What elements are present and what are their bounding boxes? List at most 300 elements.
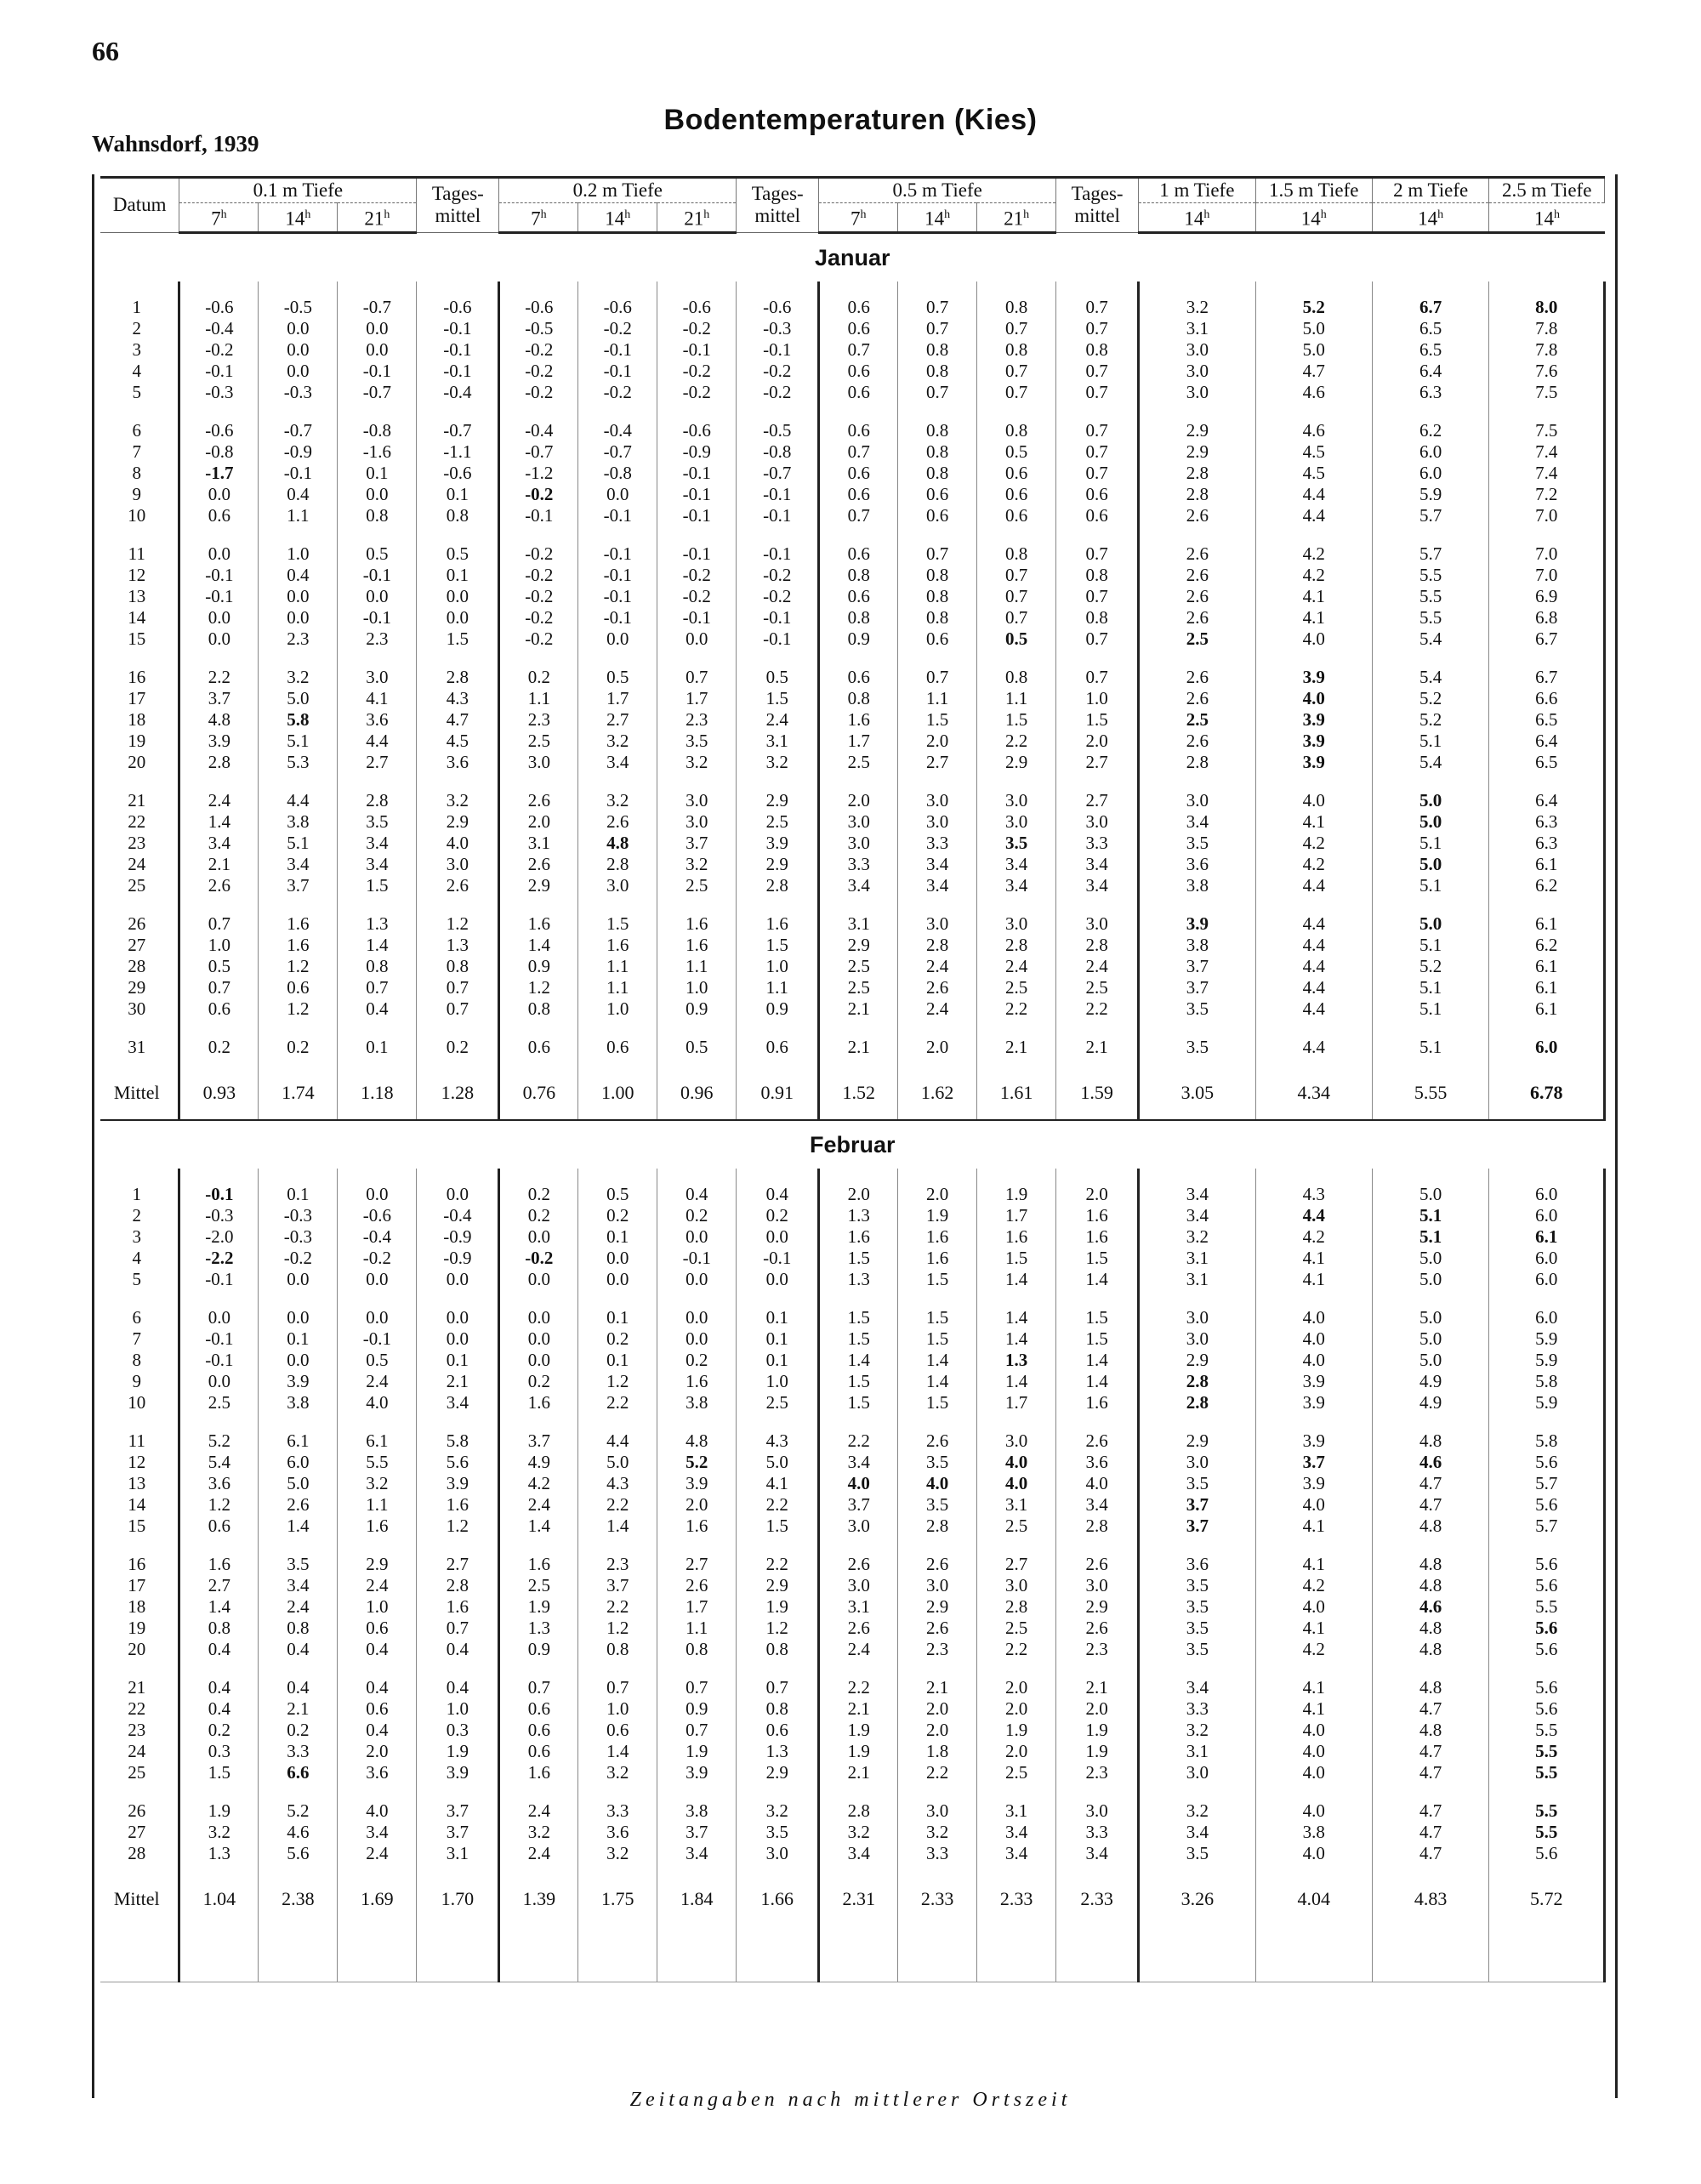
value-cell: 1.6 [819, 1226, 898, 1248]
value-cell: 0.7 [1056, 667, 1139, 688]
value-cell: 5.5 [1372, 565, 1488, 586]
hour-value: 7 [850, 208, 861, 230]
value-cell: 2.3 [499, 709, 578, 731]
value-cell: 3.9 [657, 1473, 737, 1494]
spacer-cell [259, 1020, 338, 1037]
value-cell: 3.5 [1139, 1639, 1255, 1660]
spacer-cell [179, 1917, 259, 1949]
spacer-cell [338, 773, 417, 790]
spacer-cell [179, 1864, 259, 1881]
value-cell: 0.7 [657, 667, 737, 688]
value-cell: 0.4 [338, 1639, 417, 1660]
value-cell: 3.5 [1139, 1596, 1255, 1618]
spacer-cell [1056, 1413, 1139, 1430]
gap-row [100, 1020, 1605, 1037]
spacer-cell [1489, 773, 1605, 790]
spacer-cell [179, 1660, 259, 1677]
hour-suffix: h [624, 208, 631, 221]
value-cell: -0.4 [179, 318, 259, 339]
value-cell: 3.5 [657, 731, 737, 752]
value-cell: -0.6 [179, 420, 259, 441]
date-cell: 19 [128, 1617, 146, 1638]
value-cell: 2.2 [1056, 998, 1139, 1020]
value-cell: 2.6 [1056, 1554, 1139, 1575]
value-cell: 4.8 [179, 709, 259, 731]
value-cell: 0.6 [737, 1037, 819, 1058]
value-cell: 6.0 [259, 1452, 338, 1473]
value-cell: 2.6 [499, 790, 578, 811]
value-cell: 4.34 [1255, 1075, 1372, 1111]
spacer-cell [100, 1783, 179, 1800]
spacer-cell [1056, 1111, 1139, 1120]
spacer-cell [898, 650, 977, 667]
value-cell: 1.1 [657, 1618, 737, 1639]
value-cell: 0.1 [737, 1307, 819, 1328]
spacer-cell [1372, 1058, 1488, 1075]
table-row [100, 1184, 1605, 1205]
value-cell: 1.5 [819, 1307, 898, 1328]
value-cell: 0.8 [1056, 339, 1139, 361]
value-cell: 1.1 [737, 977, 819, 998]
value-cell: 0.2 [578, 1328, 657, 1350]
value-cell: 0.6 [1056, 484, 1139, 505]
value-cell: 0.8 [578, 1639, 657, 1660]
value-cell: 3.4 [259, 1575, 338, 1596]
spacer-cell [1139, 282, 1255, 297]
value-cell: 1.5 [977, 709, 1056, 731]
spacer-cell [1139, 1413, 1255, 1430]
value-cell: 0.7 [657, 1677, 737, 1698]
value-cell: 4.8 [578, 833, 657, 854]
spacer-cell [338, 650, 417, 667]
value-cell: 2.8 [417, 667, 499, 688]
value-cell: 0.8 [898, 586, 977, 607]
spacer-cell [1056, 1864, 1139, 1881]
value-cell: 2.6 [898, 1554, 977, 1575]
value-cell: 5.4 [1372, 667, 1488, 688]
value-cell: 0.0 [259, 1269, 338, 1290]
value-cell: 4.7 [1372, 1494, 1488, 1516]
spacer-cell [1056, 1290, 1139, 1307]
spacer-cell [100, 1949, 179, 1982]
spacer-cell [1255, 1413, 1372, 1430]
value-cell: 1.62 [898, 1075, 977, 1111]
spacer-cell [1139, 1864, 1255, 1881]
value-cell: 3.2 [1139, 1720, 1255, 1741]
datum-header: Datum [100, 178, 179, 233]
value-cell: 0.7 [737, 1677, 819, 1698]
value-cell: 0.7 [1056, 297, 1139, 318]
hour-suffix: h [1320, 208, 1327, 221]
value-cell: 3.0 [1056, 811, 1139, 833]
value-cell: 3.5 [1139, 1575, 1255, 1596]
table-row [100, 1494, 1605, 1516]
value-cell: 5.5 [1489, 1720, 1605, 1741]
value-cell: 1.6 [499, 1762, 578, 1783]
value-cell: 0.0 [737, 1226, 819, 1248]
value-cell: 2.7 [417, 1554, 499, 1575]
value-cell: 4.8 [1372, 1430, 1488, 1452]
date-cell: 22 [128, 810, 146, 832]
value-cell: 0.2 [578, 1205, 657, 1226]
spacer-cell [737, 526, 819, 543]
value-cell: 4.1 [338, 688, 417, 709]
value-cell: -0.1 [737, 505, 819, 526]
value-cell: 3.5 [1139, 1473, 1255, 1494]
spacer-cell [1372, 773, 1488, 790]
spacer-cell [898, 1917, 977, 1949]
value-cell: 5.0 [1372, 811, 1488, 833]
value-cell: -0.2 [578, 382, 657, 403]
date-cell: 4 [132, 360, 141, 381]
value-cell: 0.4 [338, 1720, 417, 1741]
value-cell: 0.0 [578, 628, 657, 650]
value-cell: 1.0 [657, 977, 737, 998]
value-cell: 2.5 [657, 875, 737, 896]
value-cell: 3.4 [1139, 1205, 1255, 1226]
tagesmittel-header: Tages- mittel [1056, 178, 1139, 233]
value-cell: 1.6 [499, 1554, 578, 1575]
spacer-cell [1139, 896, 1255, 913]
value-cell: 0.8 [977, 420, 1056, 441]
value-cell: -0.1 [179, 361, 259, 382]
value-cell: 2.3 [578, 1554, 657, 1575]
spacer-cell [417, 1020, 499, 1037]
value-cell: -1.1 [417, 441, 499, 463]
value-cell: 0.9 [737, 998, 819, 1020]
spacer-cell [1139, 403, 1255, 420]
value-cell: 4.2 [1255, 1575, 1372, 1596]
value-cell: -0.2 [657, 361, 737, 382]
spacer-cell [417, 1413, 499, 1430]
spacer-cell [1372, 1917, 1488, 1949]
value-cell: 3.9 [1255, 709, 1372, 731]
spacer-cell [1489, 1169, 1605, 1184]
value-cell: 3.4 [338, 1822, 417, 1843]
value-cell: 0.0 [338, 318, 417, 339]
value-cell: 2.8 [1056, 1516, 1139, 1537]
spacer-cell [578, 1290, 657, 1307]
value-cell: 3.4 [1056, 1843, 1139, 1864]
date-cell: 26 [128, 1800, 146, 1821]
value-cell: -0.3 [179, 382, 259, 403]
value-cell: 5.5 [1489, 1762, 1605, 1783]
spacer-cell [1372, 1949, 1488, 1982]
value-cell: 4.0 [1255, 1720, 1372, 1741]
value-cell: 5.0 [737, 1452, 819, 1473]
spacer-cell [499, 1111, 578, 1120]
value-cell: 0.7 [977, 318, 1056, 339]
value-cell: -0.1 [338, 607, 417, 628]
value-cell: 0.6 [819, 420, 898, 441]
date-cell: 1 [132, 1183, 141, 1204]
value-cell: 0.0 [657, 1226, 737, 1248]
spacer-cell [898, 1169, 977, 1184]
value-cell: 2.4 [737, 709, 819, 731]
spacer-cell [819, 1537, 898, 1554]
value-cell: 7.6 [1489, 361, 1605, 382]
value-cell: 0.1 [578, 1307, 657, 1328]
value-cell: 0.2 [417, 1037, 499, 1058]
value-cell: 0.76 [499, 1075, 578, 1111]
value-cell: -0.1 [179, 565, 259, 586]
value-cell: 0.7 [1056, 420, 1139, 441]
value-cell: 0.2 [499, 1205, 578, 1226]
value-cell: 0.2 [499, 667, 578, 688]
value-cell: 1.3 [977, 1350, 1056, 1371]
value-cell: 6.0 [1372, 441, 1488, 463]
spacer-cell [1489, 1111, 1605, 1120]
value-cell: 0.1 [737, 1328, 819, 1350]
value-cell: 1.1 [977, 688, 1056, 709]
value-cell: 4.0 [1255, 1741, 1372, 1762]
value-cell: -0.1 [578, 586, 657, 607]
date-cell: 16 [128, 666, 146, 687]
value-cell: 4.7 [1372, 1473, 1488, 1494]
value-cell: 3.7 [499, 1430, 578, 1452]
value-cell: 4.1 [1255, 1554, 1372, 1575]
value-cell: 2.5 [819, 752, 898, 773]
value-cell: 5.7 [1372, 505, 1488, 526]
spacer-cell [1056, 1917, 1139, 1949]
value-cell: -0.1 [737, 1248, 819, 1269]
value-cell: 0.8 [737, 1698, 819, 1720]
value-cell: 2.9 [1139, 441, 1255, 463]
value-cell: 0.4 [259, 1677, 338, 1698]
value-cell: -0.7 [338, 297, 417, 318]
value-cell: 2.9 [1139, 1430, 1255, 1452]
value-cell: 0.7 [417, 977, 499, 998]
spacer-cell [499, 1290, 578, 1307]
value-cell: 2.38 [259, 1881, 338, 1917]
table-row [100, 1698, 1605, 1720]
value-cell: 0.5 [737, 667, 819, 688]
table-row [100, 1575, 1605, 1596]
gap-row [100, 773, 1605, 790]
value-cell: 2.8 [578, 854, 657, 875]
value-cell: 1.4 [977, 1307, 1056, 1328]
spacer-cell [1139, 1660, 1255, 1677]
value-cell: 0.7 [338, 977, 417, 998]
value-cell: 5.6 [1489, 1494, 1605, 1516]
table-row [100, 1822, 1605, 1843]
table-header [100, 178, 1605, 233]
value-cell: 1.3 [338, 913, 417, 935]
value-cell: 2.6 [1139, 688, 1255, 709]
spacer-cell [1056, 526, 1139, 543]
value-cell: 1.1 [898, 688, 977, 709]
value-cell: 4.7 [1255, 361, 1372, 382]
value-cell: 3.2 [1139, 1226, 1255, 1248]
value-cell: 3.4 [977, 1843, 1056, 1864]
value-cell: 8.0 [1489, 297, 1605, 318]
value-cell: 2.6 [1139, 731, 1255, 752]
value-cell: 1.4 [1056, 1371, 1139, 1392]
value-cell: 5.5 [1372, 607, 1488, 628]
value-cell: 3.7 [1139, 956, 1255, 977]
value-cell: 2.6 [1139, 667, 1255, 688]
value-cell: 1.1 [657, 956, 737, 977]
value-cell: 2.9 [737, 1575, 819, 1596]
value-cell: 5.7 [1372, 543, 1488, 565]
value-cell: 5.7 [1489, 1473, 1605, 1494]
value-cell: 1.7 [819, 731, 898, 752]
value-cell: 3.2 [657, 752, 737, 773]
spacer-cell [1489, 282, 1605, 297]
value-cell: 2.1 [819, 1037, 898, 1058]
value-cell: 0.8 [1056, 565, 1139, 586]
spacer-cell [1255, 1864, 1372, 1881]
value-cell: 0.2 [259, 1037, 338, 1058]
value-cell: -0.7 [737, 463, 819, 484]
value-cell: 4.8 [1372, 1677, 1488, 1698]
value-cell: 0.7 [179, 913, 259, 935]
value-cell: 3.9 [1255, 752, 1372, 773]
hour-header [259, 203, 338, 233]
value-cell: 1.7 [657, 688, 737, 709]
value-cell: 6.1 [1489, 1226, 1605, 1248]
value-cell: 4.7 [1372, 1762, 1488, 1783]
value-cell: 3.4 [1056, 854, 1139, 875]
value-cell: 3.1 [819, 1596, 898, 1618]
value-cell: 0.8 [417, 505, 499, 526]
spacer-cell [898, 282, 977, 297]
value-cell: 3.2 [338, 1473, 417, 1494]
value-cell: 1.6 [417, 1494, 499, 1516]
value-cell: 4.2 [1255, 565, 1372, 586]
value-cell: 3.1 [977, 1494, 1056, 1516]
value-cell: 0.5 [417, 543, 499, 565]
spacer-cell [1489, 1413, 1605, 1430]
value-cell: 1.2 [179, 1494, 259, 1516]
value-cell: -0.2 [657, 318, 737, 339]
soil-temperature-table [100, 176, 1606, 1982]
hour-value: 14 [605, 208, 625, 230]
value-cell: 0.1 [417, 1350, 499, 1371]
value-cell: -0.9 [259, 441, 338, 463]
value-cell: 0.7 [1056, 441, 1139, 463]
hour-header [819, 203, 898, 233]
value-cell: 3.6 [578, 1822, 657, 1843]
value-cell: -0.9 [417, 1248, 499, 1269]
value-cell: 0.6 [338, 1698, 417, 1720]
date-cell: 17 [128, 1574, 146, 1595]
spacer-cell [100, 1111, 179, 1120]
hour-suffix: h [703, 208, 710, 221]
value-cell: 2.33 [1056, 1881, 1139, 1917]
value-cell: 4.1 [737, 1473, 819, 1494]
spacer-cell [338, 1290, 417, 1307]
spacer-cell [737, 1660, 819, 1677]
value-cell: 2.6 [898, 1618, 977, 1639]
value-cell: 2.6 [1056, 1430, 1139, 1452]
hour-value: 14 [924, 208, 945, 230]
value-cell: 0.8 [898, 463, 977, 484]
value-cell: 5.0 [259, 1473, 338, 1494]
value-cell: 5.5 [1489, 1741, 1605, 1762]
value-cell: 5.6 [259, 1843, 338, 1864]
value-cell: -0.3 [179, 1205, 259, 1226]
value-cell: 5.0 [1372, 790, 1488, 811]
value-cell: 0.7 [499, 1677, 578, 1698]
hour-value: 21 [364, 208, 384, 230]
spacer-cell [737, 1413, 819, 1430]
value-cell: 0.2 [499, 1371, 578, 1392]
value-cell: 3.4 [1056, 1494, 1139, 1516]
value-cell: 0.0 [657, 1328, 737, 1350]
value-cell: 3.6 [338, 1762, 417, 1783]
value-cell: 4.0 [338, 1800, 417, 1822]
spacer-cell [259, 1864, 338, 1881]
value-cell: 3.4 [338, 833, 417, 854]
spacer-cell [1255, 1111, 1372, 1120]
value-cell: 1.5 [898, 709, 977, 731]
value-cell: 0.6 [259, 977, 338, 998]
value-cell: -0.1 [179, 1350, 259, 1371]
spacer-cell [1139, 1290, 1255, 1307]
value-cell: 0.4 [179, 1698, 259, 1720]
value-cell: 4.0 [1255, 628, 1372, 650]
value-cell: 4.6 [1372, 1596, 1488, 1618]
value-cell: 5.0 [1255, 318, 1372, 339]
spacer-cell [179, 1413, 259, 1430]
value-cell: 3.7 [819, 1494, 898, 1516]
value-cell: 2.1 [819, 1698, 898, 1720]
hour-header [1255, 203, 1372, 233]
spacer-cell [1056, 1660, 1139, 1677]
spacer-cell [1489, 1058, 1605, 1075]
value-cell: 1.1 [578, 956, 657, 977]
hour-value: 14 [1300, 208, 1321, 230]
value-cell: 1.7 [657, 1596, 737, 1618]
spacer-cell [657, 1917, 737, 1949]
value-cell: 2.3 [259, 628, 338, 650]
spacer-cell [898, 1058, 977, 1075]
gap-row [100, 1058, 1605, 1075]
spacer-cell [100, 773, 179, 790]
value-cell: 3.5 [1139, 998, 1255, 1020]
value-cell: 1.6 [1056, 1226, 1139, 1248]
value-cell: 4.7 [1372, 1822, 1488, 1843]
spacer-cell [259, 1413, 338, 1430]
value-cell: 0.7 [977, 565, 1056, 586]
value-cell: 1.4 [578, 1741, 657, 1762]
value-cell: 5.6 [1489, 1554, 1605, 1575]
value-cell: 4.1 [1255, 586, 1372, 607]
value-cell: 3.2 [417, 790, 499, 811]
value-cell: 0.6 [819, 318, 898, 339]
value-cell: 3.5 [1139, 1843, 1255, 1864]
spacer-cell [100, 1864, 179, 1881]
value-cell: 5.1 [1372, 998, 1488, 1020]
table-row [100, 297, 1605, 318]
spacer-cell [819, 1864, 898, 1881]
value-cell: 0.0 [338, 484, 417, 505]
value-cell: 5.1 [1372, 833, 1488, 854]
value-cell: 5.6 [1489, 1452, 1605, 1473]
value-cell: 2.8 [737, 875, 819, 896]
spacer-cell [737, 1537, 819, 1554]
value-cell: 3.0 [898, 1800, 977, 1822]
spacer-cell [179, 1058, 259, 1075]
value-cell: 2.2 [898, 1762, 977, 1783]
value-cell: 0.7 [977, 382, 1056, 403]
value-cell: 0.0 [578, 1248, 657, 1269]
value-cell: 4.8 [1372, 1720, 1488, 1741]
date-cell: 10 [128, 504, 146, 526]
spacer-cell [977, 1537, 1056, 1554]
spacer-cell [977, 1660, 1056, 1677]
